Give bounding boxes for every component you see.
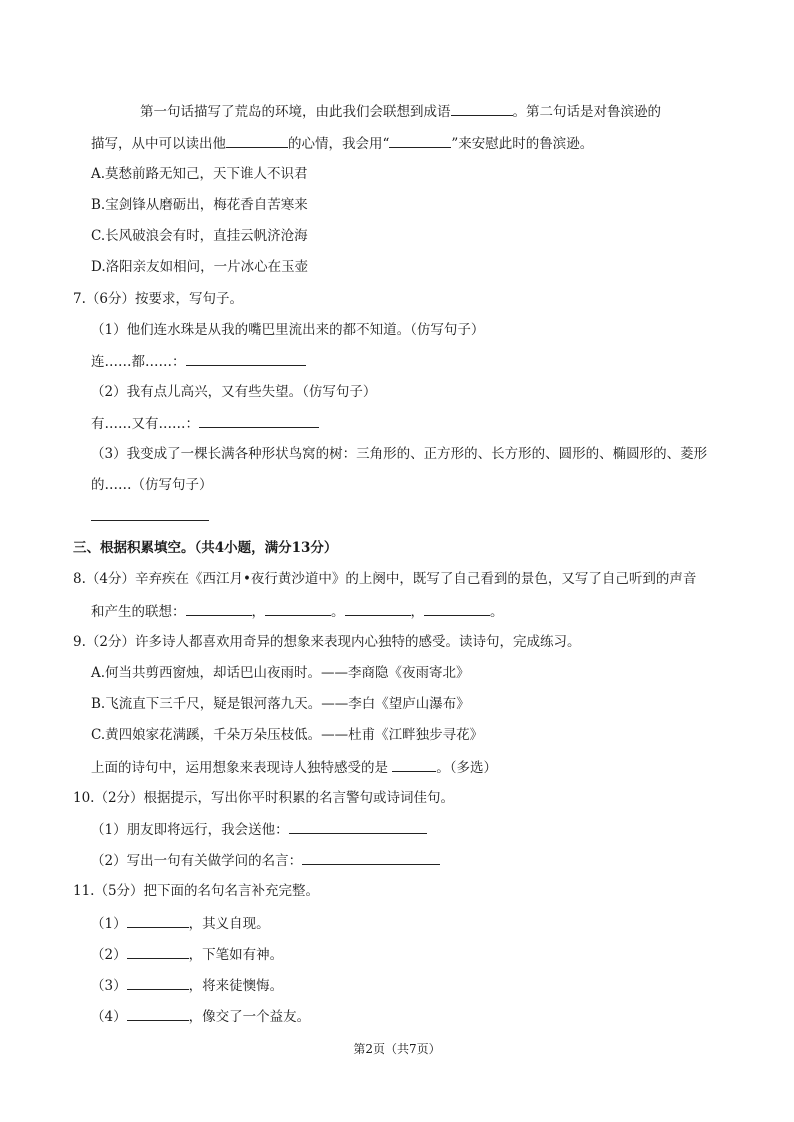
q6-paragraph-line-1 xyxy=(140,101,661,122)
q6-text-c: 描写，从中可以读出他 xyxy=(91,136,226,152)
q9-question-suffix: 。（多选） xyxy=(436,760,498,776)
q8-sep-2: 。 xyxy=(331,604,345,620)
q7-answer-3-line[interactable] xyxy=(91,506,209,527)
q11-item-2-blank[interactable] xyxy=(127,944,189,959)
q11-item-1-blank[interactable] xyxy=(127,913,189,928)
q11-item-4 xyxy=(91,1006,310,1027)
q8-blank-3[interactable] xyxy=(345,601,411,616)
q8-line-1: 8.（4分）辛弃疾在《西江月•夜行黄沙道中》的上阕中，既写了自己看到的景色，又写了自己听到的声音 xyxy=(73,571,697,587)
q11-item-4-blank[interactable] xyxy=(127,1006,189,1021)
q6-blank-idiom[interactable] xyxy=(451,101,513,116)
q10-item-1-text: （1）朋友即将远行，我会送他： xyxy=(91,822,289,838)
q10-title: 10.（2分）根据提示，写出你平时积累的名言警句或诗词佳句。 xyxy=(73,790,455,806)
q11-item-2-num: （2） xyxy=(91,947,127,963)
q6-text-b: 。第二句话是对鲁滨逊的 xyxy=(512,104,661,120)
q10-answer-1-blank[interactable] xyxy=(289,819,427,834)
q7-sentence-1: （1）他们连水珠是从我的嘴巴里流出来的都不知道。（仿写句子） xyxy=(91,322,485,338)
section-3-heading: 三、根据积累填空。（共4小题，满分13分） xyxy=(73,540,338,556)
q11-item-3-blank[interactable] xyxy=(127,975,189,990)
q11-item-3 xyxy=(91,975,283,996)
q11-item-3-num: （3） xyxy=(91,978,127,994)
q7-sentence-3-line-1: （3）我变成了一棵长满各种形状鸟窝的树：三角形的、正方形的、长方形的、圆形的、椭圆形的、菱形 xyxy=(91,446,708,462)
q11-item-3-text: ，将来徒懊悔。 xyxy=(188,978,284,994)
q6-option-b: B.宝剑锋从磨砺出，梅花香自苦寒来 xyxy=(91,197,308,213)
q8-end: 。 xyxy=(490,604,504,620)
q11-title: 11.（5分）把下面的名句名言补充完整。 xyxy=(73,883,320,899)
page-footer: 第2页（共7页） xyxy=(353,1042,441,1056)
q11-item-4-num: （4） xyxy=(91,1009,127,1025)
q6-option-c: C.长风破浪会有时，直挂云帆济沧海 xyxy=(91,228,308,244)
q8-blank-2[interactable] xyxy=(265,601,331,616)
q7-prompt-2-label: 有……又有……： xyxy=(91,416,199,432)
q9-title: 9.（2分）许多诗人都喜欢用奇异的想象来表现内心独特的感受。读诗句，完成练习。 xyxy=(73,634,581,650)
q10-item-2-text: （2）写出一句有关做学问的名言： xyxy=(91,853,303,869)
q8-line-2 xyxy=(91,601,504,622)
q9-option-a: A.何当共剪西窗烛，却话巴山夜雨时。——李商隐《夜雨寄北》 xyxy=(91,665,470,681)
q11-item-4-text: ，像交了一个益友。 xyxy=(188,1009,311,1025)
q6-blank-comfort[interactable] xyxy=(389,133,451,148)
q10-answer-2-blank[interactable] xyxy=(302,850,440,865)
q6-option-a: A.莫愁前路无知己，天下谁人不识君 xyxy=(91,166,308,182)
q8-blank-4[interactable] xyxy=(424,601,490,616)
q7-answer-1-blank[interactable] xyxy=(186,351,306,366)
q9-option-b: B.飞流直下三千尺，疑是银河落九天。——李白《望庐山瀑布》 xyxy=(91,696,470,712)
q7-sentence-3-line-2: 的……（仿写句子） xyxy=(91,477,213,493)
q9-question-text: 上面的诗句中，运用想象来表现诗人独特感受的是 xyxy=(91,760,388,776)
q7-prompt-1-label: 连……都……： xyxy=(91,354,186,370)
q9-option-c: C.黄四娘家花满蹊，千朵万朵压枝低。——杜甫《江畔独步寻花》 xyxy=(91,727,484,743)
q7-answer-3-blank[interactable] xyxy=(91,506,209,521)
q8-lead: 和产生的联想： xyxy=(91,604,186,620)
q6-option-d: D.洛阳亲友如相问，一片冰心在玉壶 xyxy=(91,259,309,275)
q11-item-2-text: ，下笔如有神。 xyxy=(188,947,284,963)
q9-question xyxy=(91,757,497,778)
q7-title: 7.（6分）按要求，写句子。 xyxy=(73,291,243,307)
q11-item-1 xyxy=(91,913,270,934)
q11-item-1-num: （1） xyxy=(91,916,127,932)
q8-sep-1: ， xyxy=(251,604,265,620)
q8-blank-1[interactable] xyxy=(186,601,252,616)
q10-item-1 xyxy=(91,819,427,840)
q7-prompt-1 xyxy=(91,351,306,372)
q10-item-2 xyxy=(91,850,440,871)
q6-text-d: 的心情，我会用“ xyxy=(288,136,390,152)
q11-item-2 xyxy=(91,944,283,965)
q7-sentence-2: （2）我有点儿高兴，又有些失望。（仿写句子） xyxy=(91,384,377,400)
q8-sep-3: ， xyxy=(410,604,424,620)
q9-answer-blank[interactable] xyxy=(392,757,436,772)
q6-paragraph-line-2 xyxy=(91,133,593,154)
q7-prompt-2 xyxy=(91,413,319,434)
q6-text-a: 第一句话描写了荒岛的环境，由此我们会联想到成语 xyxy=(140,104,451,120)
q6-blank-mood[interactable] xyxy=(226,133,288,148)
q6-text-e: ”来安慰此时的鲁滨逊。 xyxy=(451,136,594,152)
q7-answer-2-blank[interactable] xyxy=(199,413,319,428)
q11-item-1-text: ，其义自现。 xyxy=(188,916,270,932)
